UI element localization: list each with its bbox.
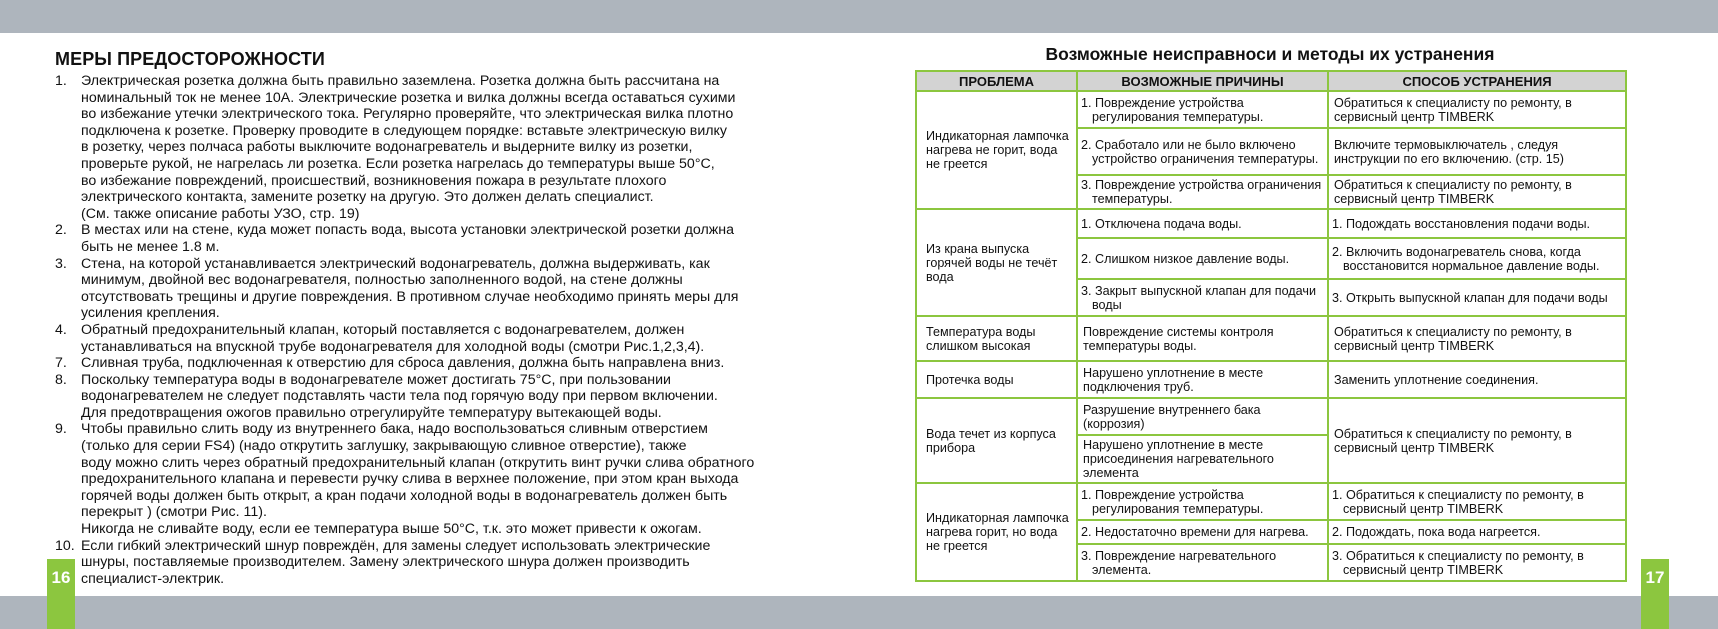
precaution-line: перекрыт ) (смотри Рис. 11). [81,504,267,521]
precaution-line: отсутствовать трещины и другие повреждения. В противном случае необходимо принять меры для [81,288,739,305]
precaution-item [55,73,855,222]
bottom-band [0,596,1718,629]
precaution-line: во избежание утечки электрического тока. Регулярно проверяйте, что электрическая вилка плотно [81,106,734,123]
header-fix: СПОСОБ УСТРАНЕНИЯ [1328,71,1626,91]
table-header-row [916,71,1626,91]
problem-cell: Протечка воды [916,361,1077,398]
fix-cell: Обратиться к специалисту по ремонту, в сервисный центр TIMBERK [1328,175,1626,209]
table-row [916,483,1626,520]
fix-cell: 3. Открыть выпускной клапан для подачи воды [1328,279,1626,316]
troubleshooting-title: Возможные неисправноси и методы их устранения [1045,44,1495,64]
precaution-number: 2. [55,222,67,239]
fix-cell: 2. Включить водонагреватель снова, когда восстановится нормальное давление воды. [1328,238,1626,279]
cause-cell: 1. Отключена подача воды. [1077,209,1328,238]
cause-cell: 1. Повреждение устройства регулирования температуры. [1077,483,1328,520]
precaution-item [55,256,855,322]
fix-cell: Включите термовыключатель , следуя инструкции по его включению. (стр. 15) [1328,128,1626,175]
table-row [916,361,1626,398]
fix-cell: 2. Подождать, пока вода нагреется. [1328,520,1626,544]
precaution-line: проверьте рукой, не нагрелась ли розетка. Если розетка нагрелась до температуры выше 50°С, [81,155,715,172]
precaution-line: водонагревателем не следует подставлять части тела под горячую воду при первом включении. [81,388,718,405]
header-causes: ВОЗМОЖНЫЕ ПРИЧИНЫ [1077,71,1328,91]
cause-cell: Нарушено уплотнение в месте подключения труб. [1077,361,1328,398]
precaution-line: (См. также описание работы УЗО, стр. 19) [81,205,360,222]
header-problem: ПРОБЛЕМА [916,71,1077,91]
troubleshooting-section [915,44,1625,582]
problem-cell: Из крана выпуска горячей воды не течёт вода [916,209,1077,316]
precaution-line: Сливная труба, подключенная к отверстию для сброса давления, должна быть направлена вниз. [81,355,725,372]
precaution-number: 4. [55,321,67,338]
precaution-line: усиления крепления. [81,305,220,322]
precaution-line: воду можно слить через обратный предохранительный клапан (открутить винт ручки слива обратного [81,454,755,471]
cause-cell: Повреждение системы контроля температуры воды. [1077,316,1328,361]
cause-cell: 1. Повреждение устройства регулирования температуры. [1077,91,1328,128]
precautions-section [55,49,855,587]
precaution-line: Чтобы правильно слить воду из внутреннего бака, надо воспользоваться сливным отверстием [81,421,708,438]
precaution-number: 3. [55,255,67,272]
fix-cell: 1. Подождать восстановления подачи воды. [1328,209,1626,238]
precaution-line: горячей воды должен быть открыт, а кран подачи холодной воды в водонагреватель должен быть [81,487,728,504]
precaution-line: специалист-электрик. [81,570,225,587]
precaution-item [55,421,855,537]
precaution-number: 10. [55,537,75,554]
cause-cell: Нарушено уплотнение в месте присоединения нагревательного элемента [1077,435,1328,483]
problem-cell: Индикаторная лампочка нагрева горит, но вода не греется [916,483,1077,581]
precaution-line: Обратный предохранительный клапан, который поставляется с водонагревателем, должен [81,321,685,338]
precaution-line: электрического контакта, замените розетку на другую. Это должен делать специалист. [81,189,654,206]
cause-cell: 2. Слишком низкое давление воды. [1077,238,1328,279]
precaution-item [55,538,855,588]
precaution-line: во избежание повреждений, происшествий, возникновения пожара в результате плохого [81,172,667,189]
cause-cell: 3. Закрыт выпускной клапан для подачи воды [1077,279,1328,316]
table-row [916,209,1626,238]
cause-cell: 3. Повреждение устройства ограничения температуры. [1077,175,1328,209]
precaution-line: Никогда не сливайте воду, если ее температура выше 50°С, т.к. это может привести к ожогам. [81,521,702,538]
cause-cell: Разрушение внутреннего бака (коррозия) [1077,398,1328,435]
page-number-left: 16 [47,559,75,629]
problem-cell: Температура воды слишком высокая [916,316,1077,361]
table-row [916,316,1626,361]
precaution-line: Поскольку температура воды в водонагревателе может достигать 75°С, при пользовании [81,371,671,388]
precaution-number: 1. [55,73,67,89]
precaution-item [55,355,855,372]
precaution-line: Стена, на которой устанавливается электрический водонагреватель, должна выдерживать, как [81,255,710,272]
top-band [0,0,1718,33]
page-number-right: 17 [1641,559,1669,629]
fix-cell: Обратиться к специалисту по ремонту, в сервисный центр TIMBERK [1328,316,1626,361]
precautions-list [55,73,855,587]
precaution-line: В местах или на стене, куда может попасть вода, высота установки электрической розетки должна [81,222,735,239]
fix-cell: 1. Обратиться к специалисту по ремонту, в сервисный центр TIMBERK [1328,483,1626,520]
fix-cell: Обратиться к специалисту по ремонту, в сервисный центр TIMBERK [1328,91,1626,128]
precaution-number: 8. [55,371,67,388]
cause-cell: 2. Сработало или не было включено устройство ограничения температуры. [1077,128,1328,175]
cause-cell: 2. Недостаточно времени для нагрева. [1077,520,1328,544]
precautions-title: МЕРЫ ПРЕДОСТОРОЖНОСТИ [55,49,325,69]
precaution-line: минимум, двойной вес водонагревателя, полностью заполненного водой, на стене должны [81,272,683,289]
precaution-line: Электрическая розетка должна быть правильно заземлена. Розетка должна быть рассчитана на [81,73,720,89]
precaution-line: номинальный ток не менее 10А. Электрические розетка и вилка должны всегда оставаться сухими [81,89,736,106]
troubleshooting-table [915,70,1627,582]
problem-cell: Индикаторная лампочка нагрева не горит, вода не греется [916,91,1077,209]
precaution-line: Если гибкий электрический шнур повреждён, для замены следует использовать электрические [81,537,711,554]
fix-cell: 3. Обратиться к специалисту по ремонту, в сервисный центр TIMBERK [1328,544,1626,581]
precaution-item [55,372,855,422]
cause-cell: 3. Повреждение нагревательного элемента. [1077,544,1328,581]
precaution-line: (только для серии FS4) (надо открутить заглушку, закрывающую сливное отверстие), также [81,438,687,455]
fix-cell: Заменить уплотнение соединения. [1328,361,1626,398]
table-row [916,91,1626,128]
precaution-number: 7. [55,355,67,372]
precaution-line: шнуры, поставляемые производителем. Замену электрического шнура должен производить [81,554,690,571]
precaution-item [55,322,855,355]
precaution-line: устанавливаться на впускной трубе водонагревателя для холодной воды (смотри Рис.1,2,3,4). [81,338,705,355]
precaution-line: подключена к розетке. Проверку проводите в следующем порядке: вставьте электрическую вилку [81,122,727,139]
table-row [916,398,1626,435]
fix-cell: Обратиться к специалисту по ремонту, в сервисный центр TIMBERK [1328,398,1626,483]
precaution-line: Для предотвращения ожогов правильно отрегулируйте температуру вытекающей воды. [81,404,662,421]
problem-cell: Вода течет из корпуса прибора [916,398,1077,483]
precaution-item [55,222,855,255]
precaution-line: предохранительного клапана и перевести ручку слива в верхнее положение, при этом кран выхода [81,471,739,488]
precaution-line: быть не менее 1.8 м. [81,238,220,255]
precaution-line: в розетку, через полчаса работы выключите водонагреватель и выдерните вилку из розетки, [81,139,693,156]
precaution-number: 9. [55,421,67,438]
